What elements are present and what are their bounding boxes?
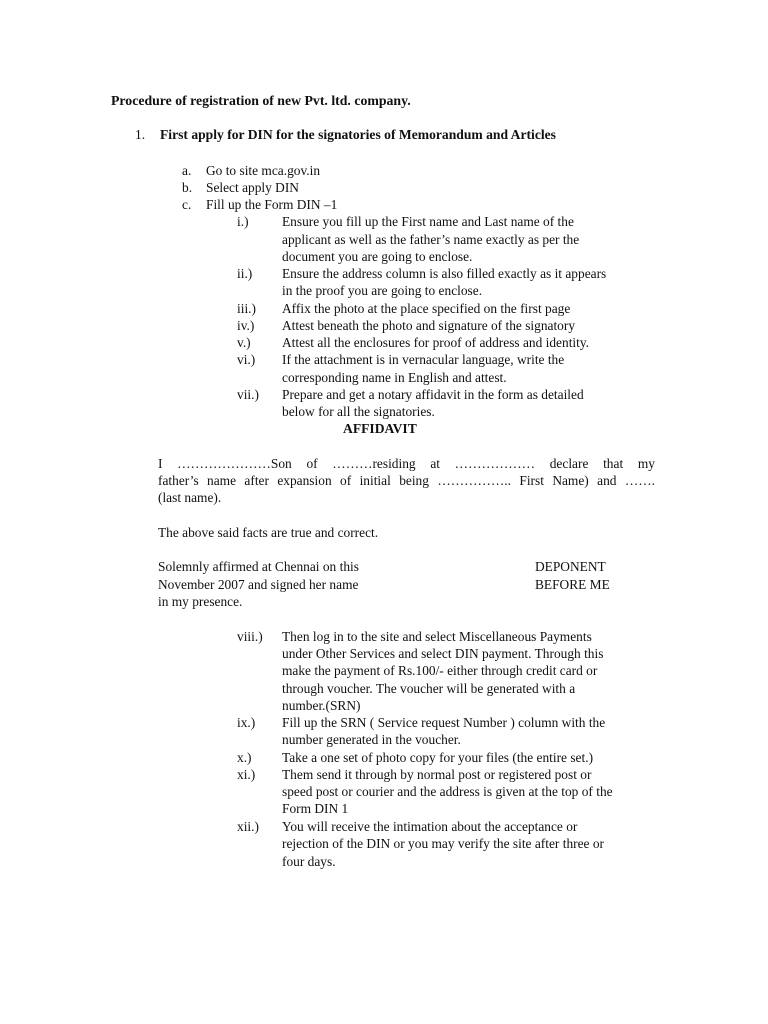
roman-marker: xi.) [237,767,256,782]
roman-marker: x.) [237,750,252,765]
roman-item-line: Fill up the SRN ( Service request Number ) column with the [282,715,606,730]
sub-item-marker: b. [182,180,193,195]
roman-item-line: in the proof you are going to enclose. [282,283,483,298]
roman-item-line: Them send it through by normal post or registered post or [282,767,592,782]
sub-item-text: Select apply DIN [206,180,299,195]
step-number: 1. [135,127,146,142]
roman-item-line: number generated in the voucher. [282,732,461,747]
affirm-line: in my presence. [158,594,243,609]
roman-item-line: make the payment of Rs.100/- either through credit card or [282,663,598,678]
roman-marker: v.) [237,335,251,350]
roman-marker: viii.) [237,629,263,644]
affidavit-body-line: I …………………Son of ………residing at ……………… declare that my [158,456,655,471]
roman-item-line: You will receive the intimation about the acceptance or [282,819,578,834]
roman-marker: iii.) [237,301,256,316]
roman-marker: ix.) [237,715,256,730]
roman-item-line: Ensure you fill up the First name and Last name of the [282,214,574,229]
sub-item-marker: a. [182,163,192,178]
roman-item-line: rejection of the DIN or you may verify the site after three or [282,836,604,851]
roman-marker: vii.) [237,387,259,402]
roman-item-line: Prepare and get a notary affidavit in the form as detailed [282,387,584,402]
roman-item-line: number.(SRN) [282,698,361,713]
roman-item-line: Form DIN 1 [282,801,349,816]
roman-item-line: under Other Services and select DIN payment. Through this [282,646,604,661]
sub-item-text: Fill up the Form DIN –1 [206,197,338,212]
roman-item-line: If the attachment is in vernacular language, write the [282,352,565,367]
sub-item-marker: c. [182,197,192,212]
roman-item-line: Attest beneath the photo and signature of the signatory [282,318,576,333]
roman-marker: vi.) [237,352,256,367]
affirm-line: November 2007 and signed her name [158,577,359,592]
affidavit-heading: AFFIDAVIT [343,421,417,436]
roman-marker: ii.) [237,266,253,281]
roman-item-line: four days. [282,854,336,869]
roman-item-line: document you are going to enclose. [282,249,473,264]
roman-item-line: Attest all the enclosures for proof of address and identity. [282,335,590,350]
roman-item-line: Ensure the address column is also filled exactly as it appears [282,266,607,281]
roman-item-line: below for all the signatories. [282,404,435,419]
roman-item-line: Take a one set of photo copy for your files (the entire set.) [282,750,594,765]
roman-marker: iv.) [237,318,255,333]
affidavit-statement: The above said facts are true and correct. [158,525,379,540]
affidavit-body-line: (last name). [158,490,222,505]
before-me-label: BEFORE ME [535,577,610,592]
roman-item-line: through voucher. The voucher will be generated with a [282,681,576,696]
roman-item-line: Affix the photo at the place specified on the first page [282,301,571,316]
sub-item-text: Go to site mca.gov.in [206,163,321,178]
affirm-line: Solemnly affirmed at Chennai on this [158,559,359,574]
affidavit-body-line: father’s name after expansion of initial being …………….. First Name) and ……. [158,473,655,488]
roman-marker: i.) [237,214,249,229]
page-title: Procedure of registration of new Pvt. ltd. company. [111,93,411,108]
roman-item-line: Then log in to the site and select Miscellaneous Payments [282,629,592,644]
roman-item-line: speed post or courier and the address is given at the top of the [282,784,613,799]
step-heading: First apply for DIN for the signatories of Memorandum and Articles [160,127,556,142]
roman-item-line: corresponding name in English and attest. [282,370,507,385]
deponent-label: DEPONENT [535,559,606,574]
roman-item-line: applicant as well as the father’s name exactly as per the [282,232,580,247]
roman-marker: xii.) [237,819,259,834]
